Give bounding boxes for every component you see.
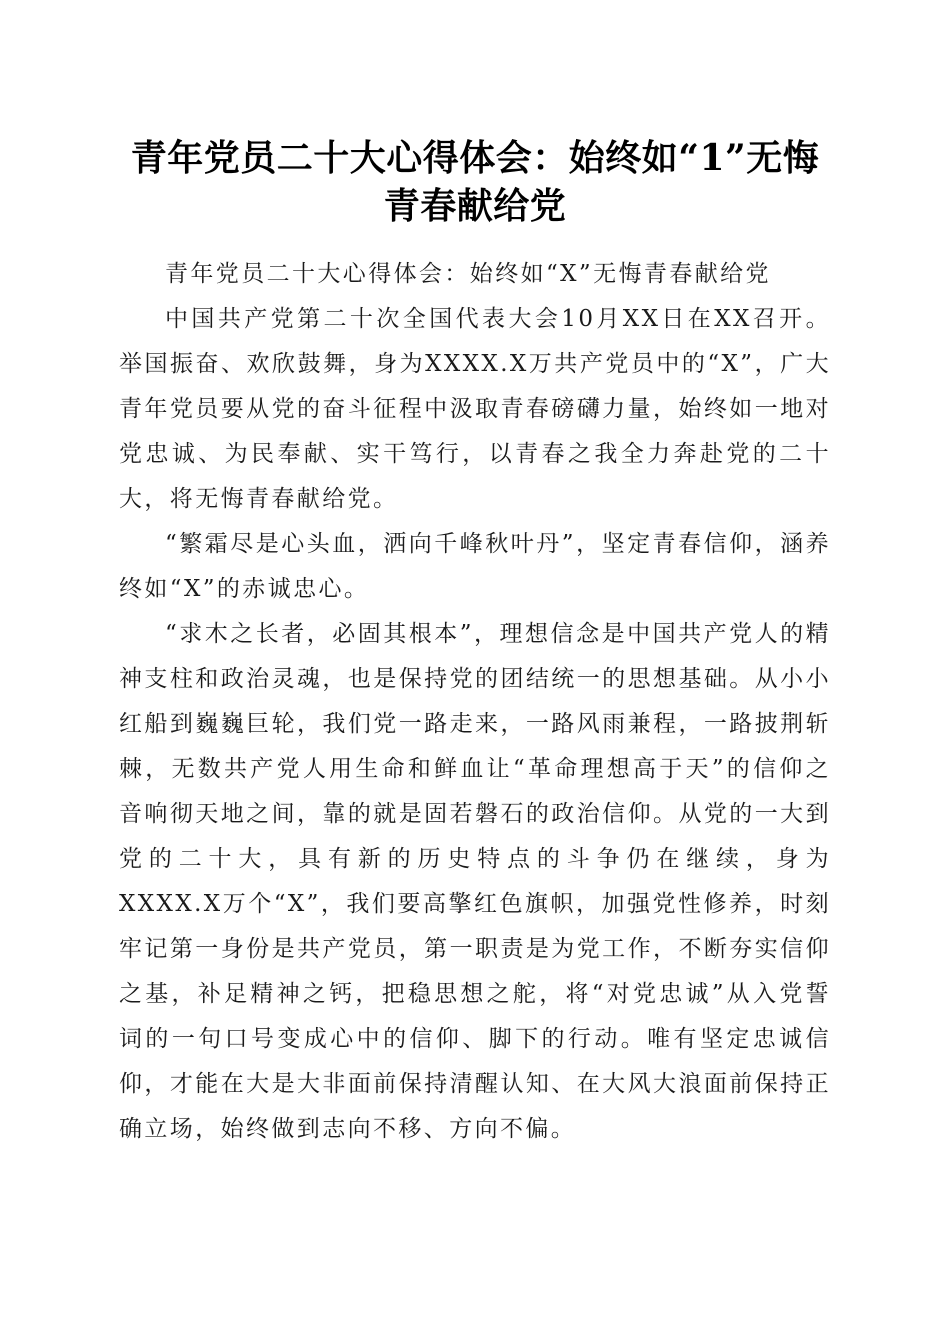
paragraph-heading-faith: “繁霜尽是心头血，洒向千峰秋叶丹”，坚定青春信仰，涵养终如“X”的赤诚忠心。 <box>119 531 831 602</box>
document-body <box>119 252 831 1152</box>
paragraph-subtitle: 青年党员二十大心得体会：始终如“X”无悔青春献给党 <box>165 261 771 287</box>
paragraph-intro: 中国共产党第二十次全国代表大会10月XX日在XX召开。举国振奋、欢欣鼓舞，身为XXXX.X万共产党员中的“X”，广大青年党员要从党的奋斗征程中汲取青春磅礴力量，始终如一地对党忠诚、为民奉献、实干笃行，以青春之我全力奔赴党的二十大，将无悔青春献给党。 <box>119 306 831 512</box>
paragraph-faith-body: “求木之长者，必固其根本”，理想信念是中国共产党人的精神支柱和政治灵魂，也是保持党的团结统一的思想基础。从小小红船到巍巍巨轮，我们党一路走来，一路风雨兼程，一路披荆斩棘，无数共产党人用生命和鲜血让“革命理想高于天”的信仰之音响彻天地之间，靠的就是固若磐石的政治信仰。从党的一大到党的二十大，具有新的历史特点的斗争仍在继续，身为XXXX.X万个“X”，我们要高擎红色旗帜，加强党性修养，时刻牢记第一身份是共产党员，第一职责是为党工作，不断夯实信仰之基，补足精神之钙，把稳思想之舵，将“对党忠诚”从入党誓词的一句口号变成心中的信仰、脚下的行动。唯有坚定忠诚信仰，才能在大是大非面前保持清醒认知、在大风大浪面前保持正确立场，始终做到志向不移、方向不偏。 <box>119 621 831 1142</box>
document-title: 青年党员二十大心得体会：始终如“1”无悔青春献给党 <box>130 137 820 227</box>
